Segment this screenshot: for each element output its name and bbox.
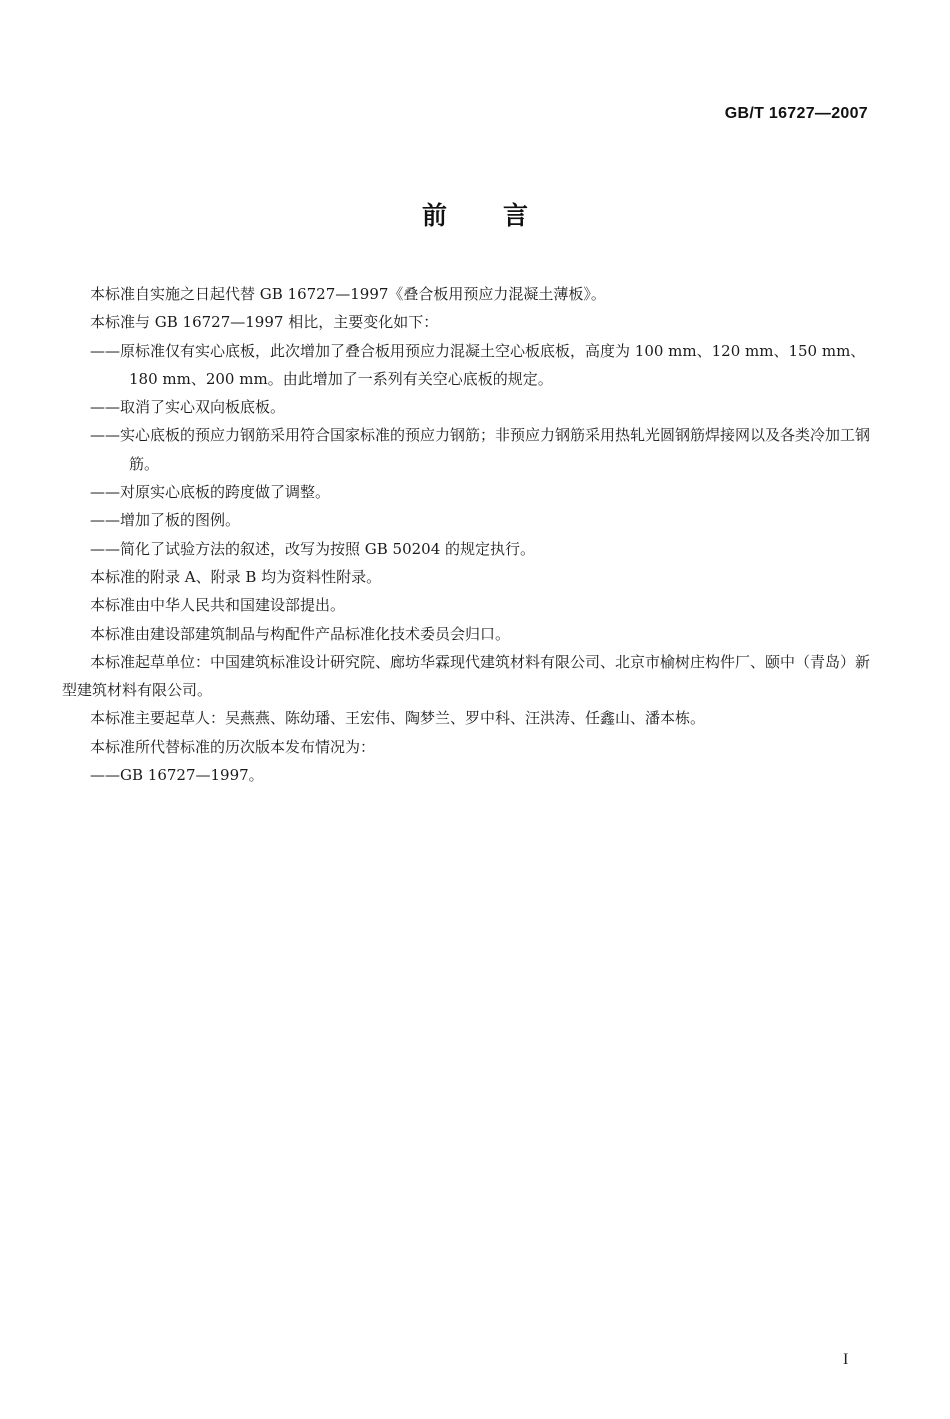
foreword-body <box>62 280 871 789</box>
paragraph-replaces: 本标准自实施之日起代替 GB 16727—1997《叠合板用预应力混凝土薄板》。 <box>90 285 606 303</box>
list-item-hollow-slab: ——原标准仅有实心底板，此次增加了叠合板用预应力混凝土空心板底板，高度为 100 mm、120 mm、150 mm、180 mm、200 mm。由此增加了一系列有关空心底板的规定。 <box>90 341 866 388</box>
paragraph-history-intro: 本标准所代替标准的历次版本发布情况为： <box>90 737 376 756</box>
list-item-two-way-slab: ——取消了实心双向板底板。 <box>90 398 286 417</box>
list-item-reinforcement: ——实心底板的预应力钢筋采用符合国家标准的预应力钢筋；非预应力钢筋采用热轧光圆钢筋焊接网以及各类冷加工钢筋。 <box>90 426 871 473</box>
list-item-previous-edition: ——GB 16727—1997。 <box>90 766 264 785</box>
page-number: I <box>843 1351 849 1368</box>
page-title: 前言 <box>421 201 584 230</box>
paragraph-drafters: 本标准主要起草人：吴燕燕、陈幼璠、王宏伟、陶梦兰、罗中科、汪洪涛、任鑫山、潘本栋。 <box>90 709 706 728</box>
list-item-figures: ——增加了板的图例。 <box>90 511 241 530</box>
paragraph-technical-committee: 本标准由建设部建筑制品与构配件产品标准化技术委员会归口。 <box>90 624 511 643</box>
paragraph-proposed-by: 本标准由中华人民共和国建设部提出。 <box>90 596 346 615</box>
list-item-test-methods: ——简化了试验方法的叙述，改写为按照 GB 50204 的规定执行。 <box>90 539 536 558</box>
paragraph-changes-intro: 本标准与 GB 16727—1997 相比，主要变化如下： <box>90 313 439 332</box>
paragraph-drafting-units: 本标准起草单位：中国建筑标准设计研究院、廊坊华霖现代建筑材料有限公司、北京市榆树庄构件厂、颐中（青岛）新型建筑材料有限公司。 <box>62 652 871 700</box>
paragraph-annexes: 本标准的附录 A、附录 B 均为资料性附录。 <box>90 567 382 586</box>
list-item-span: ——对原实心底板的跨度做了调整。 <box>90 483 331 502</box>
standard-number: GB/T 16727—2007 <box>724 105 868 122</box>
